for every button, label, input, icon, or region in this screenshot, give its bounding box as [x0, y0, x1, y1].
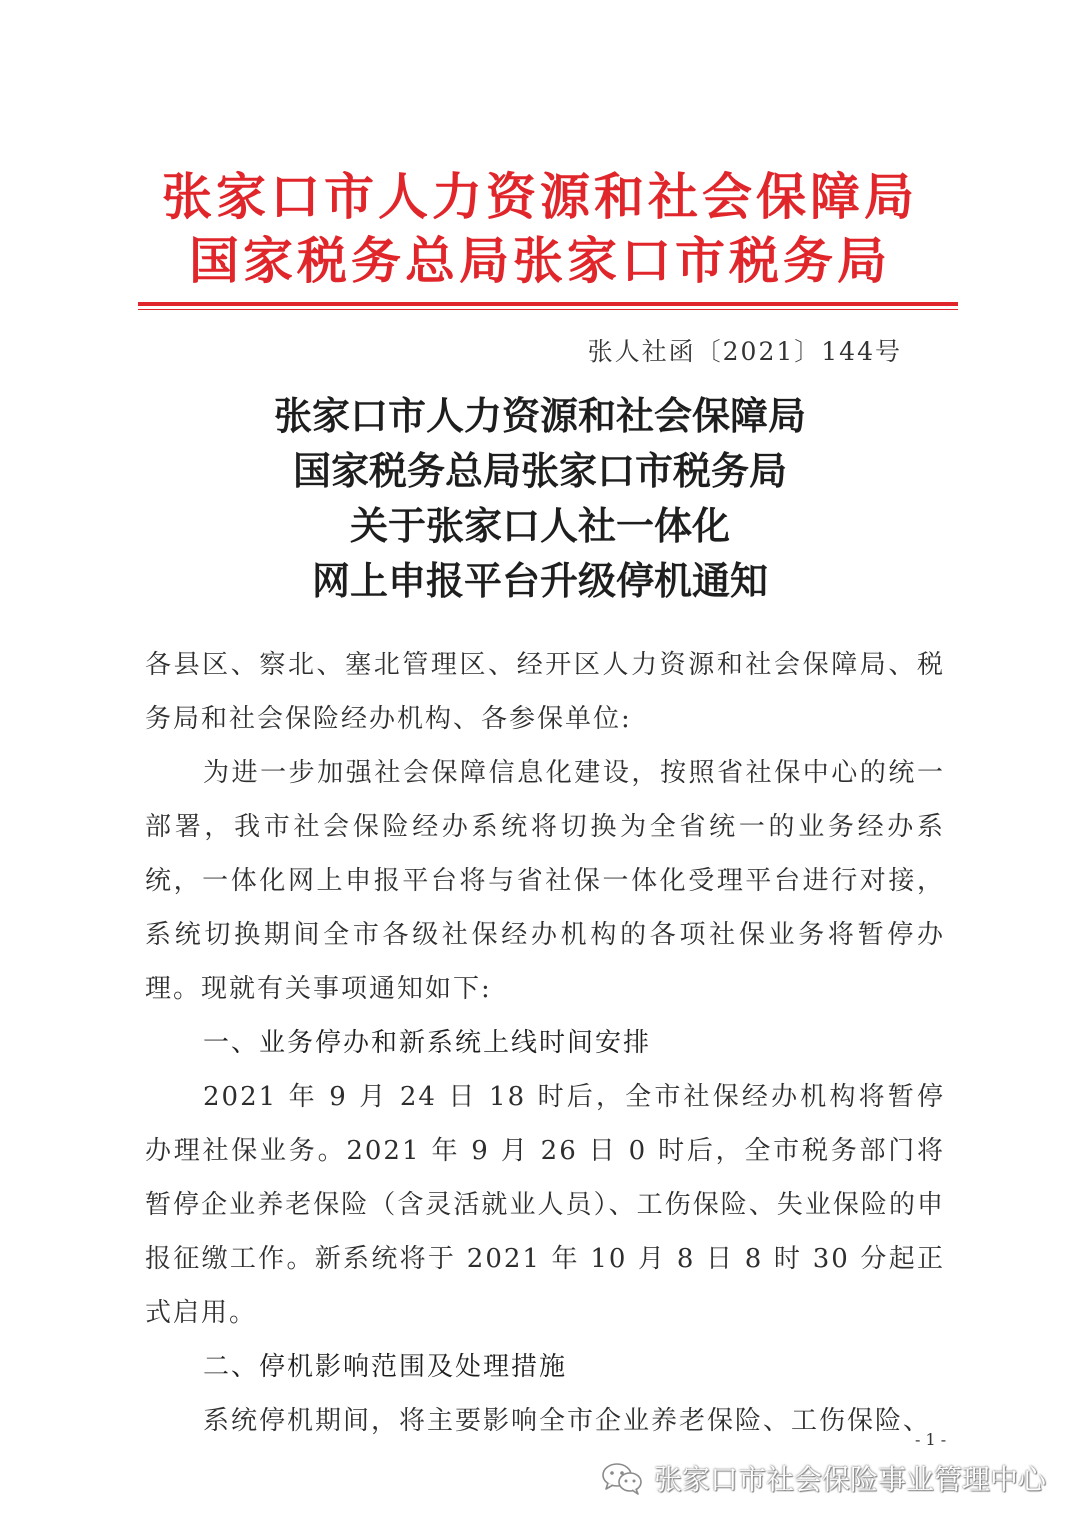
agency-header-line-1: 张家口市人力资源和社会保障局 — [162, 168, 918, 226]
agency-header — [150, 165, 930, 293]
section-1-heading: 一、业务停办和新系统上线时间安排 — [203, 1028, 652, 1058]
wechat-icon — [600, 1460, 644, 1496]
salutation: 各县区、察北、塞北管理区、经开区人力资源和社会保障局、税务局和社会保险经办机构、各参保单位: — [145, 650, 945, 734]
title-line-1: 张家口市人力资源和社会保障局 — [273, 393, 806, 438]
document-number: 张人社函〔2021〕144号 — [587, 337, 902, 366]
page-number: - 1 - — [915, 1430, 947, 1449]
title-line-4: 网上申报平台升级停机通知 — [311, 558, 768, 603]
watermark-text: 张家口市社会保险事业管理中心 — [653, 1463, 1046, 1496]
red-rule-thin — [138, 309, 958, 310]
agency-header-line-2: 国家税务总局张家口市税务局 — [189, 232, 891, 290]
section-2-heading: 二、停机影响范围及处理措施 — [203, 1352, 568, 1382]
title-line-2: 国家税务总局张家口市税务局 — [292, 448, 787, 493]
section-2-paragraph: 系统停机期间，将主要影响全市企业养老保险、工伤保险、 — [203, 1406, 932, 1436]
intro-paragraph: 为进一步加强社会保障信息化建设，按照省社保中心的统一部署，我市社会保险经办系统将切换为全省统一的业务经办系统，一体化网上申报平台将与省社保一体化受理平台进行对接，系统切换期间全市各级社保经办机构的各项社保业务将暂停办理。现就有关事项通知如下: — [145, 758, 945, 1004]
document-body — [145, 638, 945, 1448]
watermark — [600, 1458, 1046, 1498]
red-rule-thick — [138, 302, 958, 306]
document-title — [140, 388, 940, 608]
title-line-3: 关于张家口人社一体化 — [349, 503, 730, 548]
section-1-paragraph: 2021 年 9 月 24 日 18 时后，全市社保经办机构将暂停办理社保业务。2021 年 9 月 26 日 0 时后，全市税务部门将暂停企业养老保险（含灵活就业人员）、工伤保险、失业保险的申报征缴工作。新系统将于 2021 年 10 月 8 日 8 时 30 分起正式启用。 — [145, 1082, 945, 1328]
